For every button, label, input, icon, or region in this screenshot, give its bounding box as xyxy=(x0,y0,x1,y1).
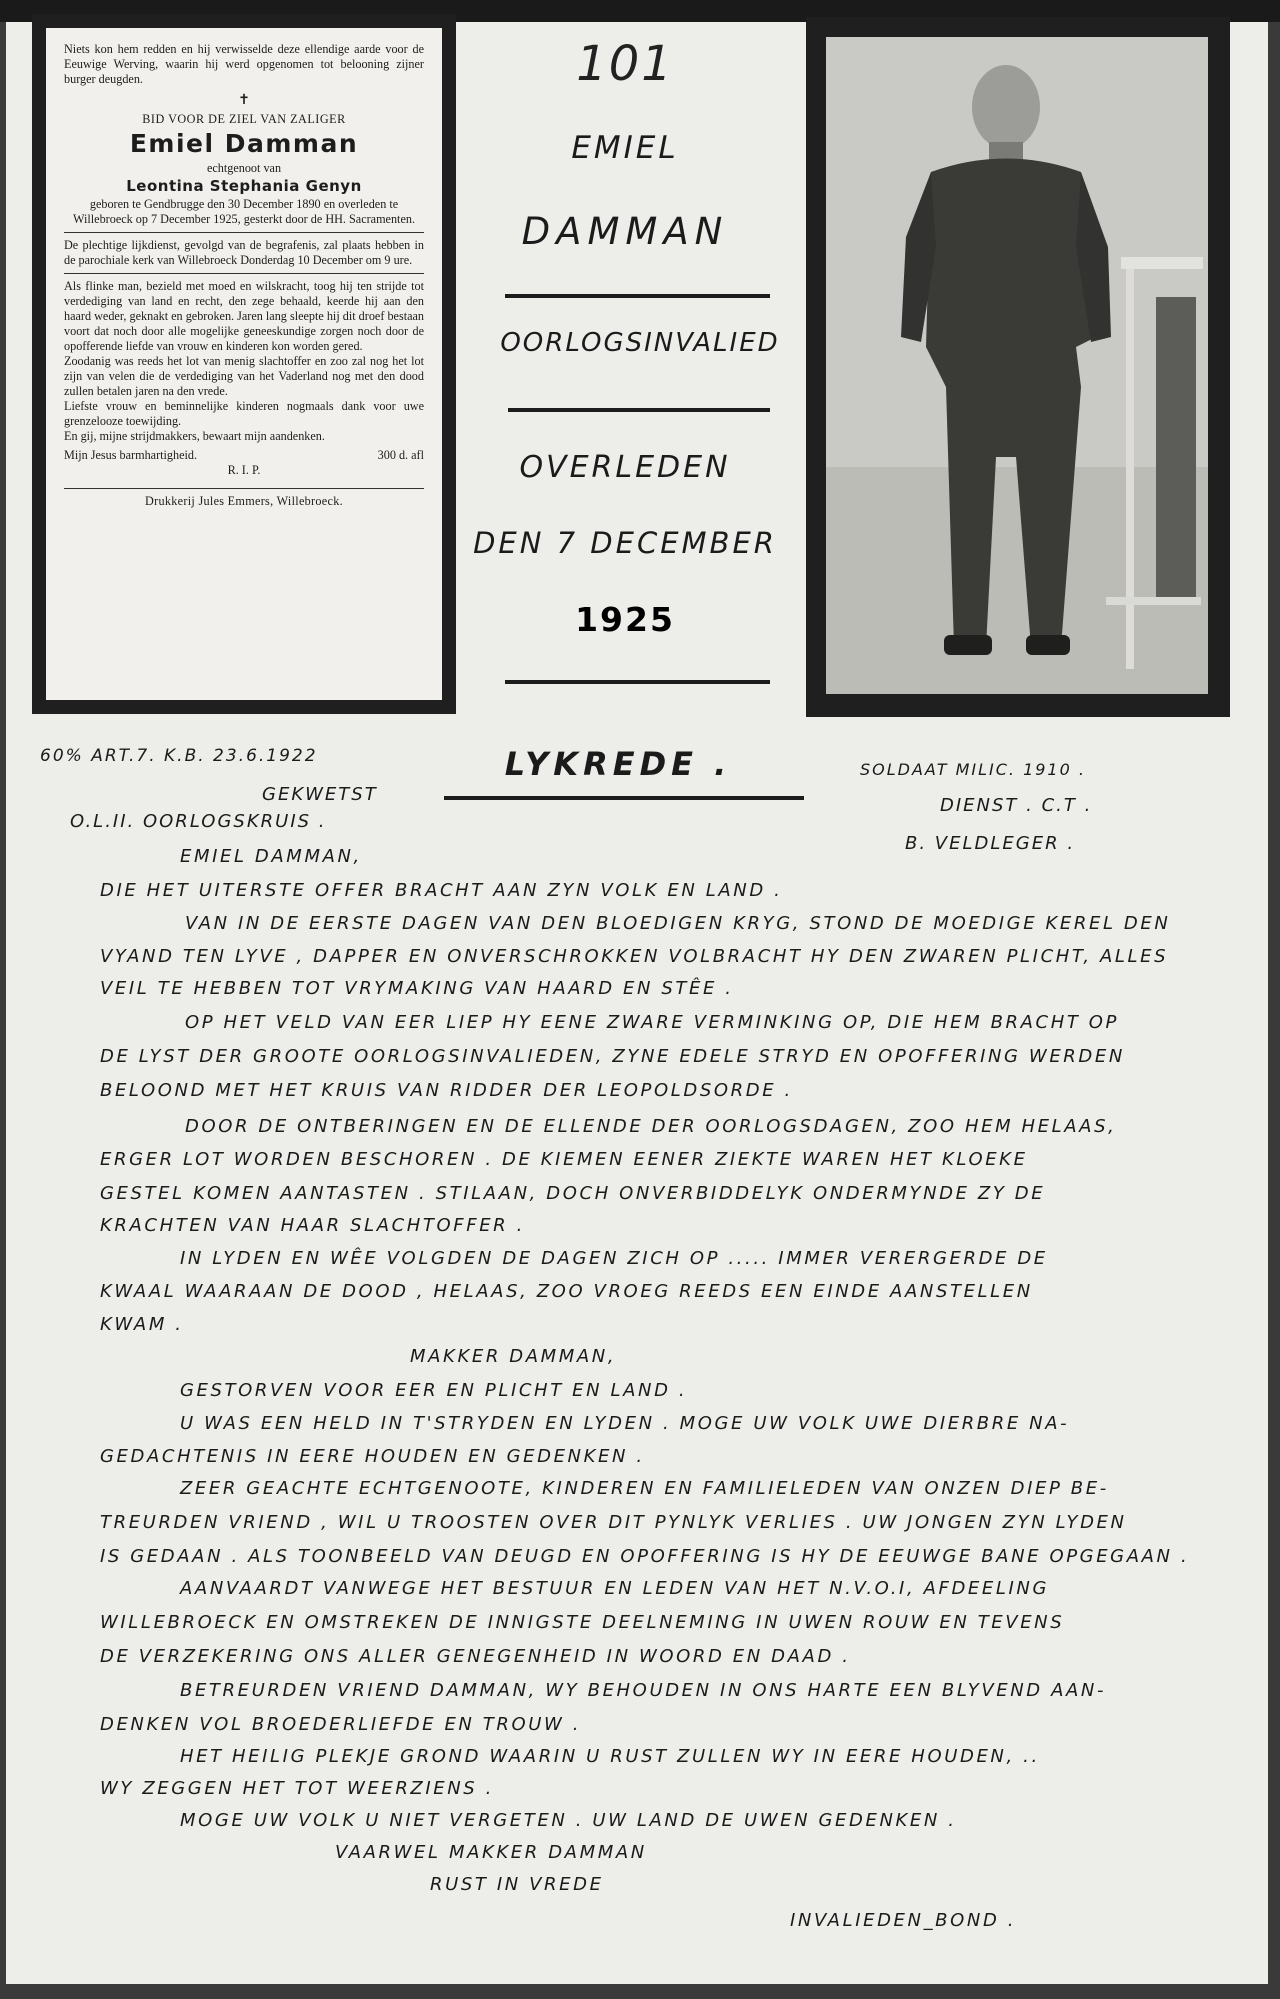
cross-icon: ✝ xyxy=(238,93,250,108)
eulogy-line: DENKEN VOL BROEDERLIEFDE EN TROUW . xyxy=(100,1714,582,1735)
note-art: 60% ART.7. K.B. 23.6.1922 xyxy=(40,746,318,766)
card-birth-death: geboren te Gendbrugge den 30 December 1890 en overleden te Willebroeck op 7 December 1925, gesterkt door de HH. Sacramenten. xyxy=(73,197,415,226)
eulogy-title: LYKREDE . xyxy=(504,745,732,783)
card-divider xyxy=(64,488,424,489)
eulogy-line: U WAS EEN HELD IN T'STRYDEN EN LYDEN . MOGE UW VOLK UWE DIERBRE NA- xyxy=(180,1413,1070,1434)
card-rip: R. I. P. xyxy=(227,463,261,477)
eulogy-line: VAN IN DE EERSTE DAGEN VAN DEN BLOEDIGEN KRYG, STOND DE MOEDIGE KEREL DEN xyxy=(185,913,1171,934)
card-text-2: Zoodanig was reeds het lot van menig slachtoffer en zoo zal nog het lot zijn van velen die de verdediging van het Vaderland nog met den dood zullen betalen jaren na den vrede. xyxy=(64,354,424,398)
eulogy-line: DIE HET UITERSTE OFFER BRACHT AAN ZYN VOLK EN LAND . xyxy=(100,880,783,901)
eulogy-line: IN LYDEN EN WÊE VOLGDEN DE DAGEN ZICH OP ..... IMMER VERERGERDE DE xyxy=(180,1248,1048,1269)
card-intro: Niets kon hem redden en hij verwisselde deze ellendige aarde voor de Eeuwige Werving, waarin hij werd opgenomen tot belooning zijner burger deugden. xyxy=(64,42,424,86)
eulogy-line: VYAND TEN LYVE , DAPPER EN ONVERSCHROKKEN VOLBRACHT HY DEN ZWAREN PLICHT, ALLES xyxy=(100,946,1169,967)
eulogy-line: KRACHTEN VAN HAAR SLACHTOFFER . xyxy=(100,1215,525,1236)
death-date: DEN 7 DECEMBER xyxy=(473,526,777,560)
card-bid: BID VOOR DE ZIEL VAN ZALIGER xyxy=(142,112,346,126)
eulogy-line: DOOR DE ONTBERINGEN EN DE ELLENDE DER OORLOGSDAGEN, ZOO HEM HELAAS, xyxy=(185,1116,1117,1137)
status-title: OORLOGSINVALIED xyxy=(500,328,780,358)
note-war-cross: O.L.II. OORLOGSKRUIS . xyxy=(70,811,327,832)
card-printer: Drukkerij Jules Emmers, Willebroeck. xyxy=(145,494,343,508)
eulogy-line: AANVAARDT VANWEGE HET BESTUUR EN LEDEN VAN HET N.V.O.I, AFDEELING xyxy=(180,1578,1050,1599)
note-wounded: GEKWETST xyxy=(262,784,378,805)
note-army: B. VELDLEGER . xyxy=(905,833,1076,854)
soldier-portrait-image xyxy=(826,37,1208,694)
eulogy-signature: INVALIEDEN_BOND . xyxy=(790,1910,1017,1931)
eulogy-line: EMIEL DAMMAN, xyxy=(180,846,362,867)
died-label: OVERLEDEN xyxy=(519,450,731,485)
eulogy-line: MAKKER DAMMAN, xyxy=(410,1346,617,1367)
eulogy-line: RUST IN VREDE xyxy=(430,1874,604,1895)
last-name: DAMMAN xyxy=(521,210,729,253)
eulogy-title-rule xyxy=(444,796,804,800)
eulogy-line: KWAAL WAARAAN DE DOOD , HELAAS, ZOO VROEG REEDS EEN EINDE AANSTELLEN xyxy=(100,1281,1033,1302)
title-rule xyxy=(505,680,770,684)
eulogy-line: BETREURDEN VRIEND DAMMAN, WY BEHOUDEN IN ONS HARTE EEN BLYVEND AAN- xyxy=(180,1680,1107,1701)
title-rule xyxy=(505,294,770,298)
eulogy-line: DE LYST DER GROOTE OORLOGSINVALIEDEN, ZYNE EDELE STRYD EN OPOFFERING WERDEN xyxy=(100,1046,1125,1067)
eulogy-line: ERGER LOT WORDEN BESCHOREN . DE KIEMEN EENER ZIEKTE WAREN HET KLOEKE xyxy=(100,1149,1028,1170)
eulogy-line: IS GEDAAN . ALS TOONBEELD VAN DEUGD EN OPOFFERING IS HY DE EEUWGE BANE OPGEGAAN . xyxy=(100,1546,1190,1567)
eulogy-line: GESTORVEN VOOR EER EN PLICHT EN LAND . xyxy=(180,1380,688,1401)
eulogy-line: DE VERZEKERING ONS ALLER GENEGENHEID IN WOORD EN DAAD . xyxy=(100,1646,851,1667)
soldier-portrait xyxy=(826,37,1208,694)
title-rule xyxy=(508,408,770,412)
card-text-1: Als flinke man, bezield met moed en wilskracht, toog hij ten strijde tot verdediging van land en recht, den zege behaald, keerde hij aan den haard weder, geknakt en gebroken. Jaren lang sleepte hij dit droef bestaan voort dat noch door alle mogelijke geneeskundige zorgen noch door de opofferende liefde van vrouw en kinderen kon worden gered. xyxy=(64,279,424,353)
eulogy-line: OP HET VELD VAN EER LIEP HY EENE ZWARE VERMINKING OP, DIE HEM BRACHT OP xyxy=(185,1012,1119,1033)
card-text-3: Liefste vrouw en beminnelijke kinderen nogmaals dank voor uwe grenzelooze toewijding. xyxy=(64,399,424,428)
card-name: Emiel Damman xyxy=(129,129,359,158)
eulogy-line: WY ZEGGEN HET TOT WEERZIENS . xyxy=(100,1778,494,1799)
eulogy-line: BELOOND MET HET KRUIS VAN RIDDER DER LEOPOLDSORDE . xyxy=(100,1080,793,1101)
eulogy-line: KWAM . xyxy=(100,1314,184,1335)
card-indulgence: 300 d. afl xyxy=(377,448,424,462)
eulogy-line: GEDACHTENIS IN EERE HOUDEN EN GEDENKEN . xyxy=(100,1446,645,1467)
eulogy-line: WILLEBROECK EN OMSTREKEN DE INNIGSTE DEELNEMING IN UWEN ROUW EN TEVENS xyxy=(100,1612,1065,1633)
eulogy-line: VEIL TE HEBBEN TOT VRYMAKING VAN HAARD EN STÊE . xyxy=(100,978,734,999)
note-soldier: SOLDAAT MILIC. 1910 . xyxy=(860,760,1086,779)
death-year: 1925 xyxy=(575,600,675,639)
memorial-card xyxy=(46,28,442,700)
eulogy-line: VAARWEL MAKKER DAMMAN xyxy=(335,1842,647,1863)
card-divider xyxy=(64,232,424,233)
card-divider xyxy=(64,273,424,274)
card-service: De plechtige lijkdienst, gevolgd van de begrafenis, zal plaats hebben in de parochiale kerk van Willebroeck Donderdag 10 December om 9 ure. xyxy=(64,238,424,267)
eulogy-line: MOGE UW VOLK U NIET VERGETEN . UW LAND DE UWEN GEDENKEN . xyxy=(180,1810,957,1831)
card-spouse: Leontina Stephania Genyn xyxy=(126,177,362,195)
card-spouse-label: echtgenoot van xyxy=(206,161,282,175)
card-text-4: En gij, mijne strijdmakkers, bewaart mijn aandenken. xyxy=(64,429,325,443)
reference-number: 101 xyxy=(576,36,674,92)
eulogy-line: ZEER GEACHTE ECHTGENOOTE, KINDEREN EN FAMILIELEDEN VAN ONZEN DIEP BE- xyxy=(180,1478,1109,1499)
note-service: DIENST . C.T . xyxy=(940,795,1093,816)
card-prayer: Mijn Jesus barmhartigheid. xyxy=(64,448,198,462)
eulogy-line: GESTEL KOMEN AANTASTEN . STILAAN, DOCH ONVERBIDDELYK ONDERMYNDE ZY DE xyxy=(100,1183,1046,1204)
first-name: EMIEL xyxy=(571,130,679,166)
eulogy-line: TREURDEN VRIEND , WIL U TROOSTEN OVER DIT PYNLYK VERLIES . UW JONGEN ZYN LYDEN xyxy=(100,1512,1127,1533)
eulogy-line: HET HEILIG PLEKJE GROND WAARIN U RUST ZULLEN WY IN EERE HOUDEN, .. xyxy=(180,1746,1040,1767)
